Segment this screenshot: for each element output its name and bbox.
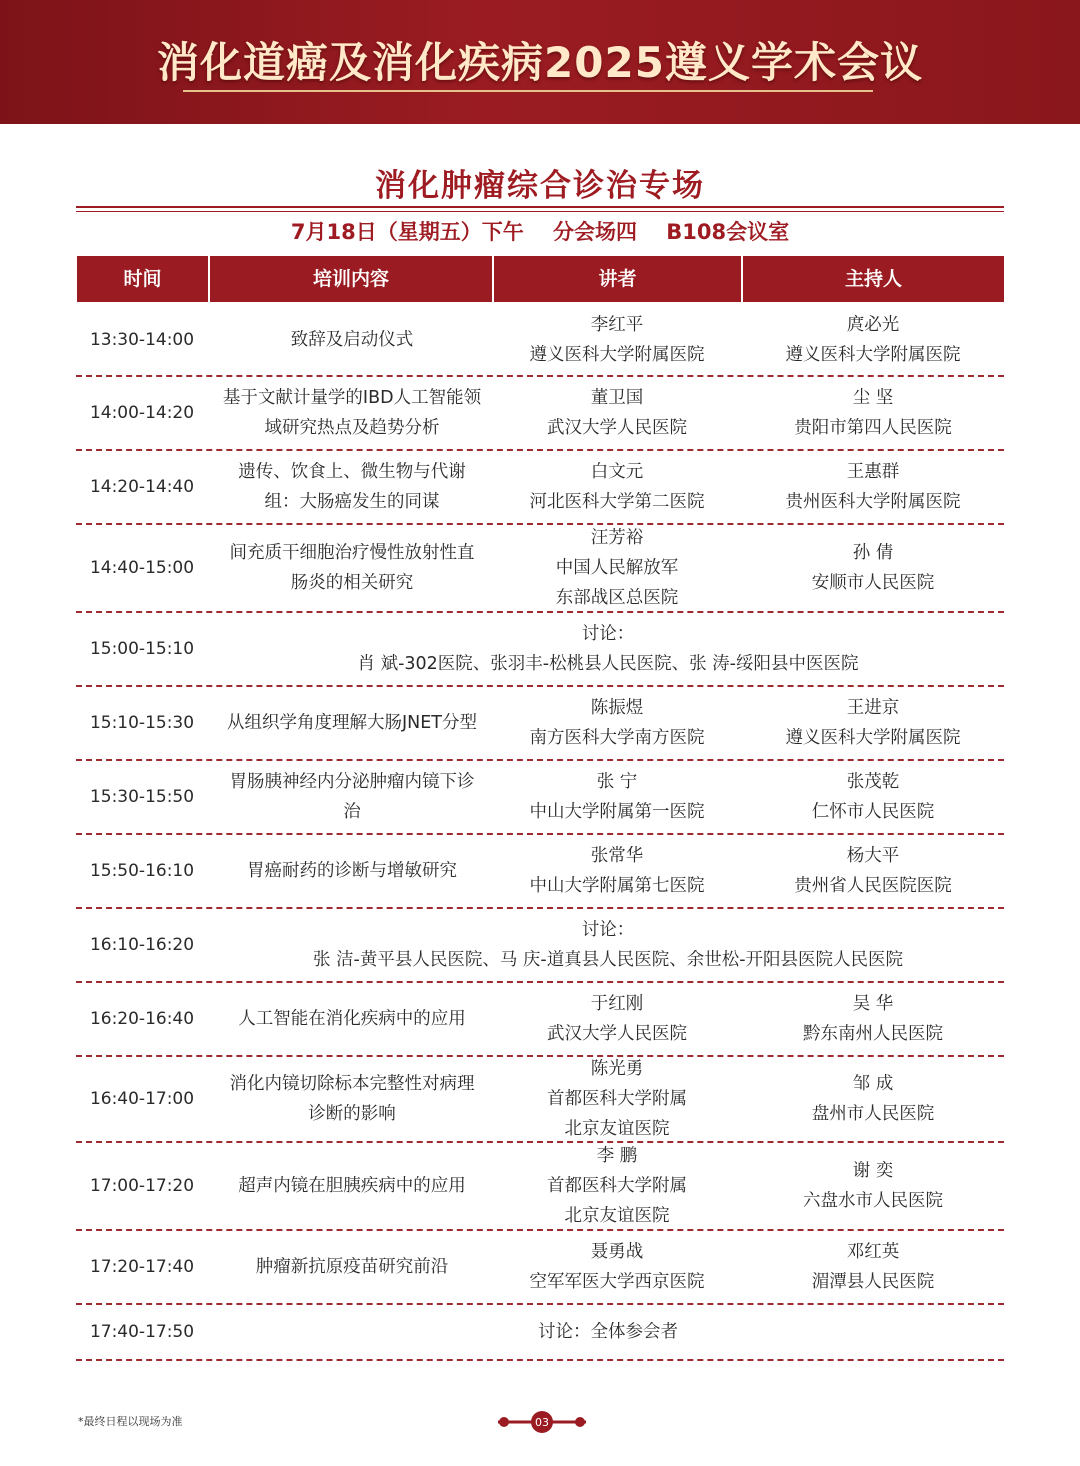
- host-name: 王进京: [846, 698, 900, 718]
- speaker-cell: [492, 377, 742, 449]
- speaker-cell: [492, 451, 742, 523]
- speaker-name: 张常华: [590, 846, 644, 866]
- host-org: 贵州医科大学附属医院: [785, 492, 961, 512]
- topic-cell: [212, 1231, 492, 1303]
- table-row: [76, 613, 1004, 687]
- time-cell: [76, 835, 208, 907]
- header-banner: [0, 0, 1080, 124]
- session-info: 7月18日（星期五）下午 分会场四 B108会议室: [290, 220, 790, 244]
- topic-cell: [212, 835, 492, 907]
- host-cell: [742, 687, 1004, 759]
- time-text: 15:10-15:30: [89, 713, 195, 733]
- table-row: [76, 761, 1004, 835]
- speaker-org: 河北医科大学第二医院: [529, 492, 705, 512]
- time-text: 14:40-15:00: [89, 558, 195, 578]
- speaker-name: 陈振煜: [590, 698, 644, 718]
- page-deco-dot-right: [575, 1417, 585, 1427]
- speaker-org: 中国人民解放军: [555, 558, 679, 578]
- table-row: [76, 687, 1004, 761]
- topic-cell: [212, 687, 492, 759]
- time-cell: [76, 983, 208, 1055]
- topic-cell: [212, 377, 492, 449]
- speaker-cell: [492, 983, 742, 1055]
- host-name: 吴 华: [852, 994, 894, 1014]
- topic-cell: [212, 761, 492, 833]
- table-row: [76, 377, 1004, 451]
- topic-text: 超声内镜在胆胰疾病中的应用: [238, 1176, 466, 1196]
- speaker-name: 董卫国: [590, 388, 644, 408]
- title-rule: [76, 206, 1004, 208]
- time-cell: [76, 613, 208, 685]
- time-cell: [76, 1057, 208, 1141]
- header-topic: 培训内容: [210, 256, 492, 302]
- topic-text: 域研究热点及趋势分析: [264, 418, 440, 438]
- header-speaker: 讲者: [494, 256, 741, 302]
- discussion-cell: [212, 613, 1004, 685]
- discussion-text: 肖 斌-302医院、张羽丰-松桃县人民医院、张 涛-绥阳县中医医院: [357, 654, 859, 674]
- topic-text: 组：大肠癌发生的同谋: [264, 492, 440, 512]
- topic-cell: [212, 451, 492, 523]
- discussion-text: 张 洁-黄平县人民医院、马 庆-道真县人民医院、余世松-开阳县医院人民医院: [312, 950, 904, 970]
- speaker-name: 李红平: [590, 314, 644, 335]
- host-name: 杨大平: [846, 846, 900, 866]
- host-name: 王惠群: [846, 462, 900, 482]
- speaker-name: 陈光勇: [590, 1059, 644, 1079]
- time-text: 15:50-16:10: [89, 861, 195, 881]
- table-row: [76, 1143, 1004, 1231]
- time-text: 15:30-15:50: [89, 787, 195, 807]
- header-time: 时间: [77, 256, 208, 302]
- topic-text: 致辞及启动仪式: [290, 329, 414, 350]
- time-cell: [76, 1231, 208, 1303]
- table-row: [76, 1305, 1004, 1361]
- speaker-name: 张 宁: [596, 772, 638, 792]
- topic-cell: [212, 304, 492, 375]
- host-cell: [742, 1231, 1004, 1303]
- speaker-cell: [492, 761, 742, 833]
- host-cell: [742, 983, 1004, 1055]
- host-org: 六盘水市人民医院: [803, 1191, 943, 1211]
- time-cell: [76, 451, 208, 523]
- speaker-cell: [492, 1143, 742, 1229]
- host-name: 邹 成: [852, 1074, 894, 1094]
- speaker-name: 于红刚: [590, 994, 644, 1014]
- host-name: 尘 坚: [852, 388, 894, 408]
- host-name: 张茂乾: [846, 772, 900, 792]
- time-text: 13:30-14:00: [89, 329, 195, 350]
- time-cell: [76, 304, 208, 375]
- page-deco-dot-left: [499, 1417, 509, 1427]
- time-cell: [76, 377, 208, 449]
- time-text: 15:00-15:10: [89, 639, 195, 659]
- host-org: 遵义医科大学附属医院: [785, 344, 961, 365]
- table-row: [76, 983, 1004, 1057]
- time-cell: [76, 909, 208, 981]
- time-text: 17:20-17:40: [89, 1257, 195, 1277]
- time-cell: [76, 761, 208, 833]
- discussion-cell: [212, 909, 1004, 981]
- table-row: [76, 1231, 1004, 1305]
- conference-title: 消化道癌及消化疾病2025遵义学术会议: [157, 38, 923, 87]
- table-row: [76, 1057, 1004, 1143]
- topic-cell: [212, 1143, 492, 1229]
- speaker-org: 中山大学附属第七医院: [529, 876, 705, 896]
- time-text: 16:40-17:00: [89, 1089, 195, 1109]
- table-row: [76, 909, 1004, 983]
- time-cell: [76, 1143, 208, 1229]
- topic-text: 遗传、饮食上、微生物与代谢: [238, 462, 466, 482]
- host-org: 遵义医科大学附属医院: [785, 728, 961, 748]
- time-cell: [76, 687, 208, 759]
- topic-text: 消化内镜切除标本完整性对病理: [229, 1074, 475, 1094]
- host-org: 仁怀市人民医院: [811, 802, 935, 822]
- host-org: 贵阳市第四人民医院: [794, 418, 952, 438]
- speaker-org: 东部战区总医院: [555, 588, 679, 608]
- speaker-cell: [492, 1231, 742, 1303]
- host-org: 贵州省人民医院医院: [794, 876, 952, 896]
- speaker-org: 空军军医大学西京医院: [529, 1272, 705, 1292]
- speaker-cell: [492, 1057, 742, 1141]
- host-cell: [742, 304, 1004, 375]
- host-org: 湄潭县人民医院: [811, 1272, 935, 1292]
- banner-underline: [183, 90, 873, 92]
- time-cell: [76, 1305, 208, 1359]
- discussion-label: 讨论：: [581, 920, 635, 940]
- topic-text: 胃肠胰神经内分泌肿瘤内镜下诊: [229, 772, 475, 792]
- host-cell: [742, 1057, 1004, 1141]
- table-row: [76, 525, 1004, 613]
- speaker-org: 北京友谊医院: [564, 1119, 670, 1139]
- host-cell: [742, 525, 1004, 611]
- host-org: 安顺市人民医院: [811, 573, 935, 593]
- title-rule-thin: [76, 211, 1004, 212]
- topic-cell: [212, 525, 492, 611]
- host-name: 孙 倩: [852, 543, 894, 563]
- speaker-org: 中山大学附属第一医院: [529, 802, 705, 822]
- speaker-cell: [492, 525, 742, 611]
- time-text: 14:20-14:40: [89, 477, 195, 497]
- host-name: 谢 奕: [852, 1161, 894, 1181]
- time-text: 17:40-17:50: [89, 1322, 195, 1342]
- footnote: *最终日程以现场为准: [78, 1415, 183, 1428]
- speaker-org: 首都医科大学附属: [547, 1176, 687, 1196]
- speaker-org: 南方医科大学南方医院: [529, 728, 705, 748]
- host-cell: [742, 761, 1004, 833]
- table-header: [77, 256, 1004, 302]
- host-name: 邓红英: [846, 1242, 900, 1262]
- page-number-badge: [496, 1410, 588, 1434]
- speaker-name: 汪芳裕: [590, 528, 644, 548]
- topic-text: 基于文献计量学的IBD人工智能领: [222, 388, 482, 408]
- topic-text: 治: [343, 802, 361, 822]
- host-cell: [742, 835, 1004, 907]
- time-cell: [76, 525, 208, 611]
- host-cell: [742, 377, 1004, 449]
- speaker-cell: [492, 304, 742, 375]
- speaker-org: 武汉大学人民医院: [547, 418, 687, 438]
- speaker-org: 武汉大学人民医院: [547, 1024, 687, 1044]
- host-org: 黔东南州人民医院: [803, 1024, 943, 1044]
- page-number: 03: [535, 1416, 549, 1429]
- speaker-org: 遵义医科大学附属医院: [529, 344, 705, 365]
- topic-text: 人工智能在消化疾病中的应用: [238, 1009, 466, 1029]
- time-text: 14:00-14:20: [89, 403, 195, 423]
- section-title: 消化肿瘤综合诊治专场: [375, 168, 705, 204]
- speaker-name: 聂勇战: [590, 1242, 644, 1262]
- speaker-cell: [492, 835, 742, 907]
- host-org: 盘州市人民医院: [811, 1104, 935, 1124]
- discussion-cell: [212, 1305, 1004, 1359]
- table-row: [76, 835, 1004, 909]
- table-row: [76, 451, 1004, 525]
- discussion-label: 讨论：: [581, 624, 635, 644]
- speaker-cell: [492, 687, 742, 759]
- speaker-name: 白文元: [590, 462, 644, 482]
- host-cell: [742, 451, 1004, 523]
- discussion-text: 讨论：全体参会者: [538, 1322, 678, 1342]
- time-text: 17:00-17:20: [89, 1176, 195, 1196]
- topic-text: 肿瘤新抗原疫苗研究前沿: [255, 1257, 449, 1277]
- header-host: 主持人: [743, 256, 1004, 302]
- speaker-org: 北京友谊医院: [564, 1206, 670, 1226]
- host-name: 庹必光: [846, 314, 900, 335]
- topic-text: 间充质干细胞治疗慢性放射性直: [229, 543, 475, 563]
- topic-text: 从组织学角度理解大肠JNET分型: [227, 713, 477, 733]
- host-cell: [742, 1143, 1004, 1229]
- speaker-name: 李 鹏: [596, 1146, 638, 1166]
- topic-cell: [212, 1057, 492, 1141]
- speaker-org: 首都医科大学附属: [547, 1089, 687, 1109]
- time-text: 16:10-16:20: [89, 935, 195, 955]
- topic-cell: [212, 983, 492, 1055]
- topic-text: 诊断的影响: [308, 1104, 396, 1124]
- topic-text: 肠炎的相关研究: [290, 573, 414, 593]
- time-text: 16:20-16:40: [89, 1009, 195, 1029]
- topic-text: 胃癌耐药的诊断与增敏研究: [247, 861, 457, 881]
- table-row: [76, 304, 1004, 377]
